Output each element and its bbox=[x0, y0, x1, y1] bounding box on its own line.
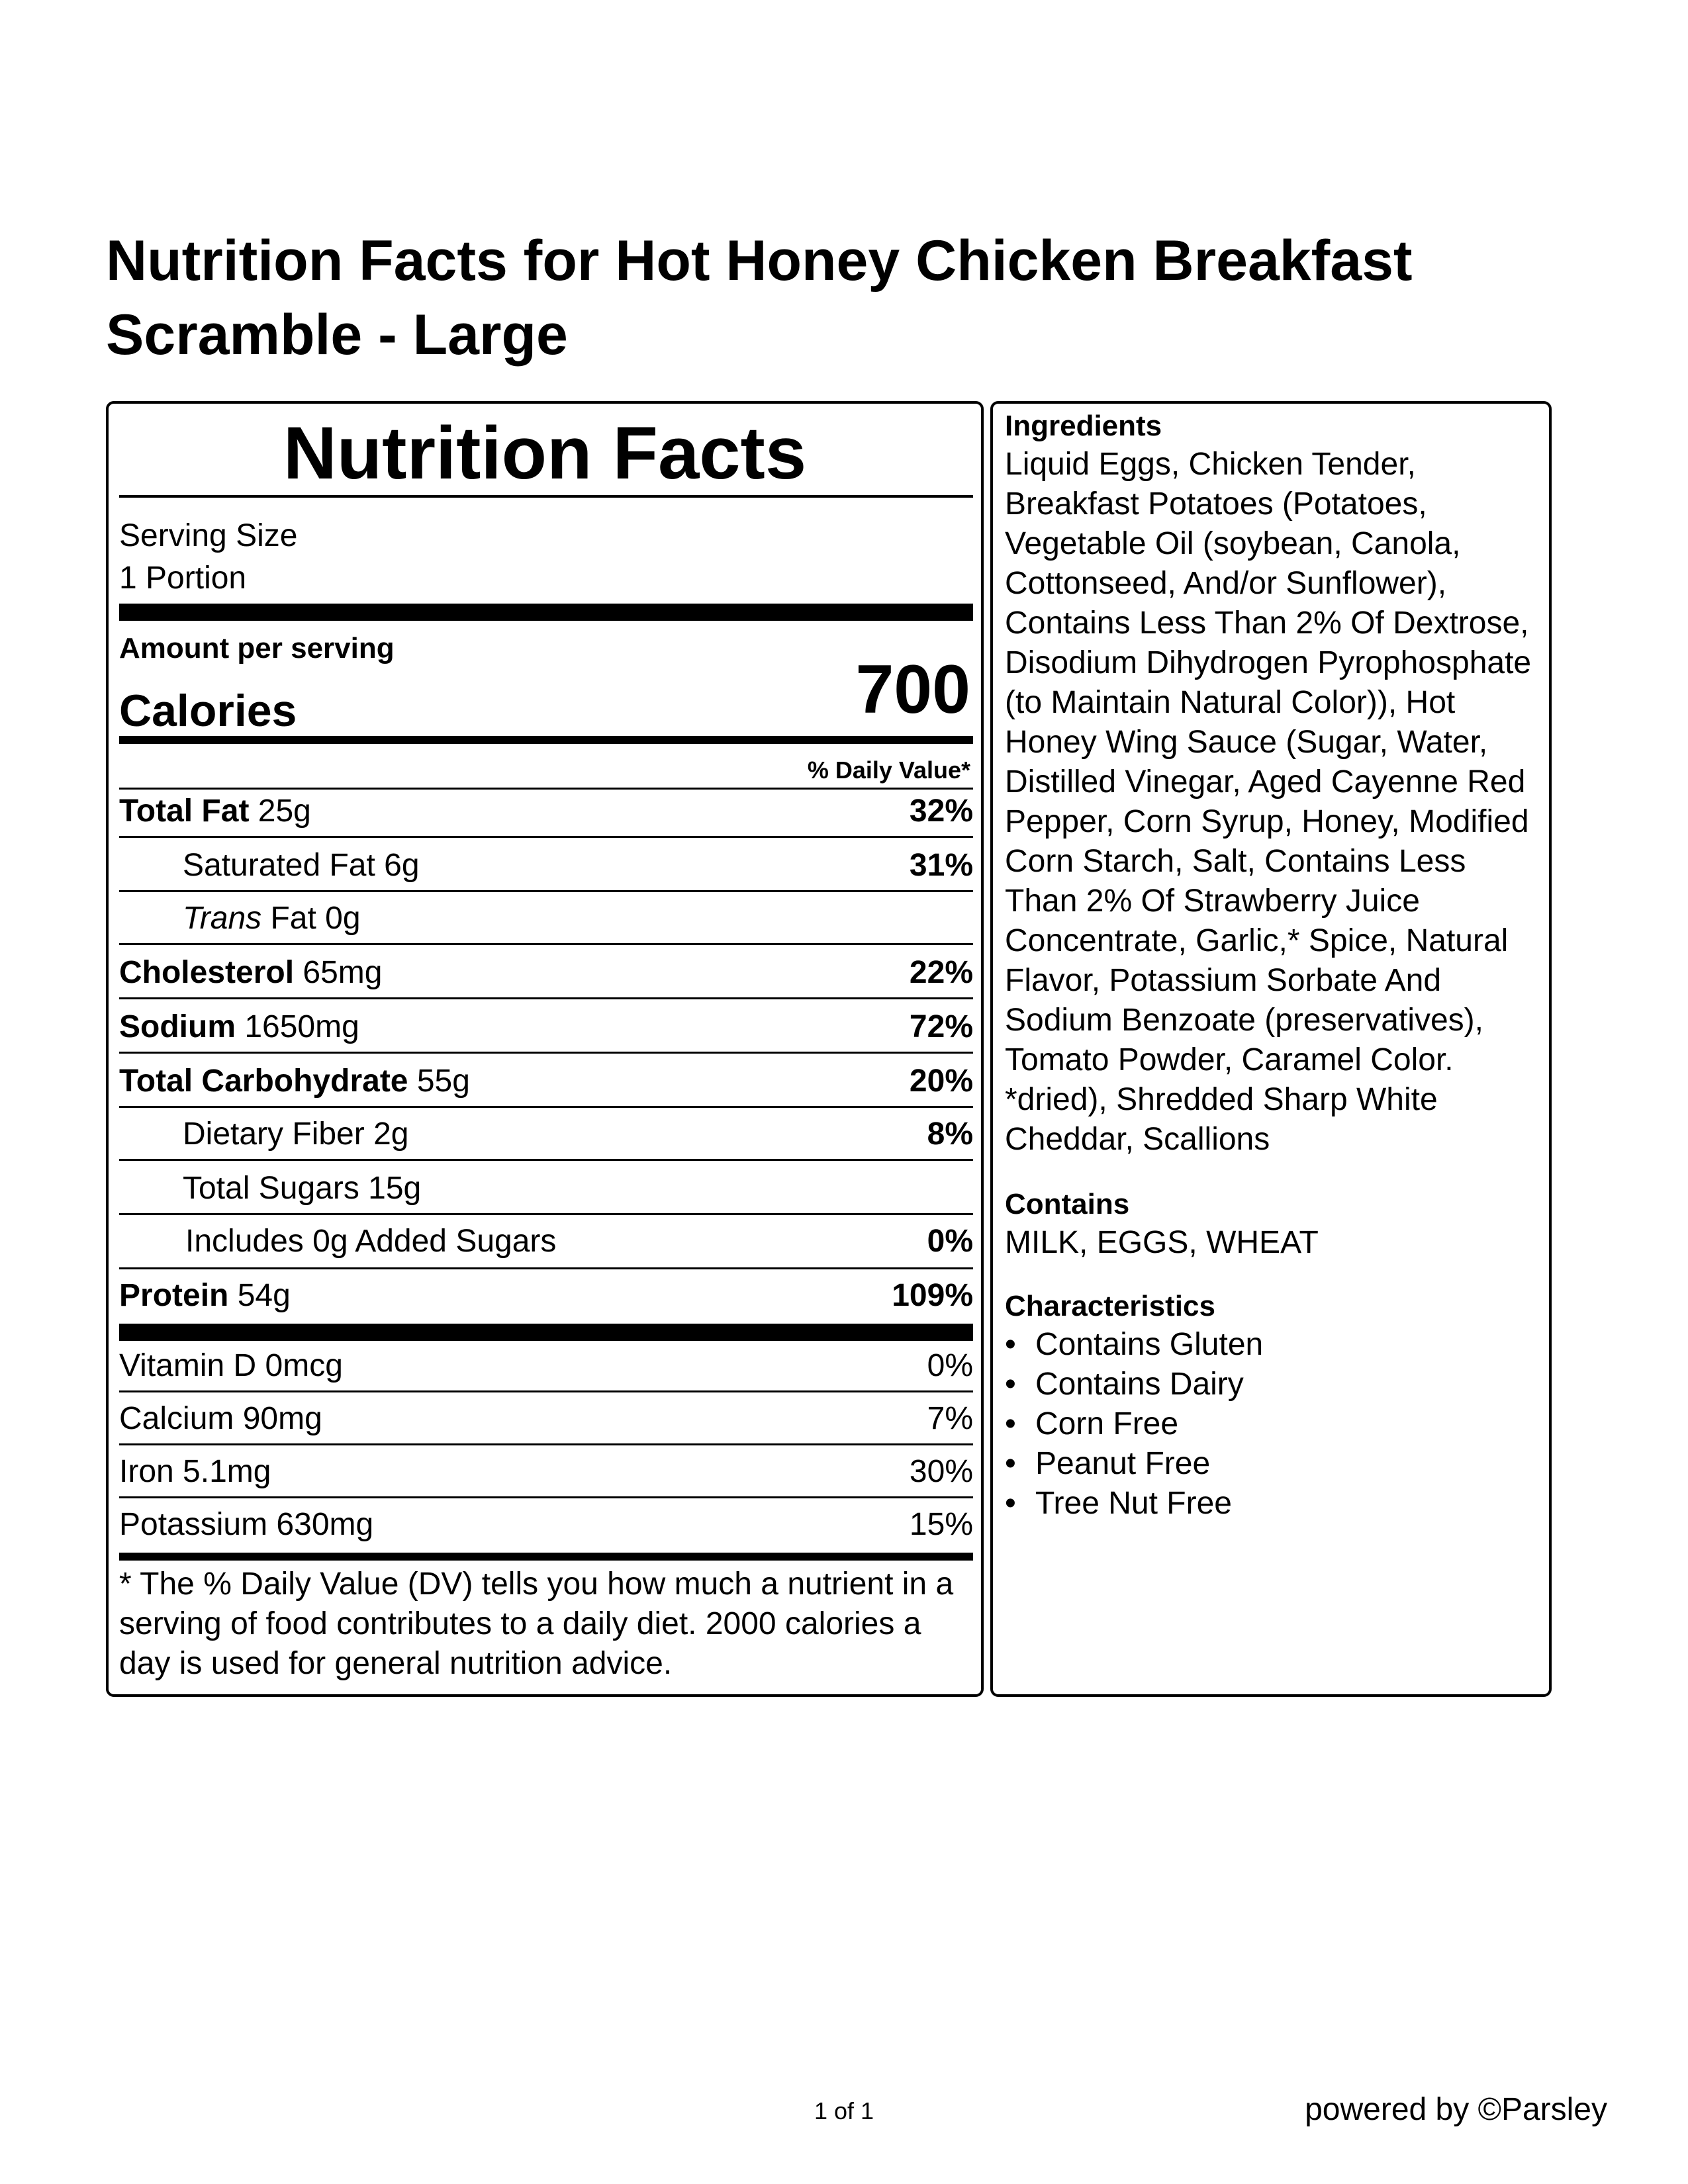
nutrient-row-trans-fat bbox=[119, 900, 973, 940]
divider bbox=[119, 1390, 973, 1392]
characteristics-heading: Characteristics bbox=[1005, 1290, 1215, 1322]
divider bbox=[119, 1267, 973, 1269]
daily-value-footnote: * The % Daily Value (DV) tells you how much a nutrient in a serving of food contributes to a daily diet. 2000 calories a day is used for general nutrition advice. bbox=[119, 1567, 954, 1681]
nutrient-name: Includes 0g Added Sugars bbox=[185, 1224, 557, 1259]
nutrient-name: Dietary Fiber 2g bbox=[183, 1116, 409, 1152]
nutrient-row-added-sugars bbox=[119, 1223, 973, 1263]
nutrient-name: Protein bbox=[119, 1278, 229, 1313]
vitamin-name: Potassium 630mg bbox=[119, 1507, 374, 1542]
calories-label: Calories bbox=[119, 686, 297, 736]
nutrient-name: Sodium bbox=[119, 1009, 236, 1044]
daily-value-header: % Daily Value* bbox=[807, 756, 970, 784]
vitamin-name: Calcium 90mg bbox=[119, 1401, 322, 1436]
characteristic-item: • Tree Nut Free bbox=[1005, 1484, 1542, 1524]
divider bbox=[119, 1443, 973, 1445]
serving-size-label: Serving Size bbox=[119, 518, 298, 553]
nutrient-name: Total Sugars 15g bbox=[183, 1171, 422, 1206]
ingredients-heading: Ingredients bbox=[1005, 410, 1162, 442]
nutrient-name-italic: Trans bbox=[183, 901, 262, 936]
nutrient-amount: 25g bbox=[249, 794, 311, 829]
medium-divider bbox=[119, 1553, 973, 1561]
nutrient-name: Total Carbohydrate bbox=[119, 1064, 408, 1099]
nutrient-daily-value: 20% bbox=[909, 1064, 973, 1099]
nutrient-row-dietary-fiber bbox=[119, 1116, 973, 1156]
vitamin-daily-value: 7% bbox=[927, 1401, 973, 1436]
nutrition-facts-label bbox=[106, 401, 984, 1697]
nutrient-daily-value: 109% bbox=[892, 1278, 973, 1313]
vitamin-row-potassium bbox=[119, 1506, 973, 1546]
vitamin-daily-value: 0% bbox=[927, 1348, 973, 1383]
nutrient-row-protein bbox=[119, 1277, 973, 1317]
divider bbox=[119, 495, 973, 498]
vitamin-row-iron bbox=[119, 1453, 973, 1493]
nutrient-row-cholesterol bbox=[119, 954, 973, 994]
nutrient-daily-value: 8% bbox=[927, 1116, 973, 1152]
characteristic-item: • Peanut Free bbox=[1005, 1444, 1542, 1484]
contains-heading: Contains bbox=[1005, 1188, 1130, 1220]
nutrient-daily-value: 31% bbox=[909, 848, 973, 883]
divider bbox=[119, 1052, 973, 1054]
characteristic-item: • Contains Gluten bbox=[1005, 1325, 1542, 1365]
nutrient-amount: 54g bbox=[228, 1278, 291, 1313]
divider bbox=[119, 788, 973, 790]
nutrient-daily-value: 32% bbox=[909, 794, 973, 829]
nutrient-name: Fat 0g bbox=[261, 901, 361, 936]
nutrient-name: Saturated Fat 6g bbox=[183, 848, 420, 883]
vitamin-row-vitamin-d bbox=[119, 1347, 973, 1387]
vitamin-daily-value: 15% bbox=[909, 1507, 973, 1542]
page-title: Nutrition Facts for Hot Honey Chicken Breakfast Scramble - Large bbox=[106, 229, 1413, 367]
nutrient-row-total-fat bbox=[119, 793, 973, 833]
amount-per-serving: Amount per serving bbox=[119, 632, 395, 664]
divider bbox=[119, 1159, 973, 1161]
characteristic-item: • Contains Dairy bbox=[1005, 1365, 1542, 1404]
nutrition-facts-heading: Nutrition Facts bbox=[283, 412, 807, 494]
vitamin-name: Iron 5.1mg bbox=[119, 1454, 271, 1489]
divider bbox=[119, 890, 973, 892]
thick-divider bbox=[119, 1324, 973, 1341]
divider bbox=[119, 943, 973, 945]
thick-divider bbox=[119, 604, 973, 621]
serving-size-value: 1 Portion bbox=[119, 561, 247, 596]
divider bbox=[119, 1496, 973, 1498]
nutrient-name: Cholesterol bbox=[119, 955, 295, 990]
characteristic-item: • Corn Free bbox=[1005, 1404, 1542, 1444]
allergens-text: MILK, EGGS, WHEAT bbox=[1005, 1225, 1319, 1260]
nutrient-row-saturated-fat bbox=[119, 847, 973, 887]
nutrient-amount: 55g bbox=[408, 1064, 470, 1099]
characteristics-list bbox=[1005, 1325, 1542, 1524]
nutrient-daily-value: 0% bbox=[927, 1224, 973, 1259]
ingredients-text: Liquid Eggs, Chicken Tender, Breakfast Potatoes (Potatoes, Vegetable Oil (soybean, Canola, Cottonseed, And/or Sunflower), Contains Less Than 2% Of Dextrose, Disodium Dihydrogen Pyrophosphate (to Maintain Natural Color)), Hot Honey Wing Sauce (Sugar, Water, Distilled Vinegar, Aged Cayenne Red Pepper, Corn Syrup, Honey, Modified Corn Starch, Salt, Contains Less Than 2% Of Strawberry Juice Concentrate, Garlic,* Spice, Natural Flavor, Potassium Sorbate And Sodium Benzoate (preservatives), Tomato Powder, Caramel Color. *dried), Shredded Sharp White Cheddar, Scallions bbox=[1005, 447, 1532, 1157]
vitamin-row-calcium bbox=[119, 1400, 973, 1440]
nutrient-row-sodium bbox=[119, 1009, 973, 1048]
vitamin-daily-value: 30% bbox=[909, 1454, 973, 1489]
medium-divider bbox=[119, 736, 973, 744]
divider bbox=[119, 1213, 973, 1215]
powered-by-credit: powered by ©Parsley bbox=[1305, 2092, 1607, 2127]
divider bbox=[119, 836, 973, 838]
nutrient-amount: 65mg bbox=[294, 955, 383, 990]
vitamin-name: Vitamin D 0mcg bbox=[119, 1348, 343, 1383]
divider bbox=[119, 1106, 973, 1108]
page-number: 1 of 1 bbox=[814, 2097, 874, 2124]
nutrient-row-total-carbohydrate bbox=[119, 1063, 973, 1103]
nutrient-name: Total Fat bbox=[119, 794, 250, 829]
nutrient-row-total-sugars bbox=[119, 1170, 973, 1210]
nutrient-daily-value: 72% bbox=[909, 1009, 973, 1044]
calories-value: 700 bbox=[855, 651, 970, 728]
ingredients-panel bbox=[990, 401, 1552, 1697]
nutrient-amount: 1650mg bbox=[236, 1009, 359, 1044]
nutrient-daily-value: 22% bbox=[909, 955, 973, 990]
divider bbox=[119, 997, 973, 999]
